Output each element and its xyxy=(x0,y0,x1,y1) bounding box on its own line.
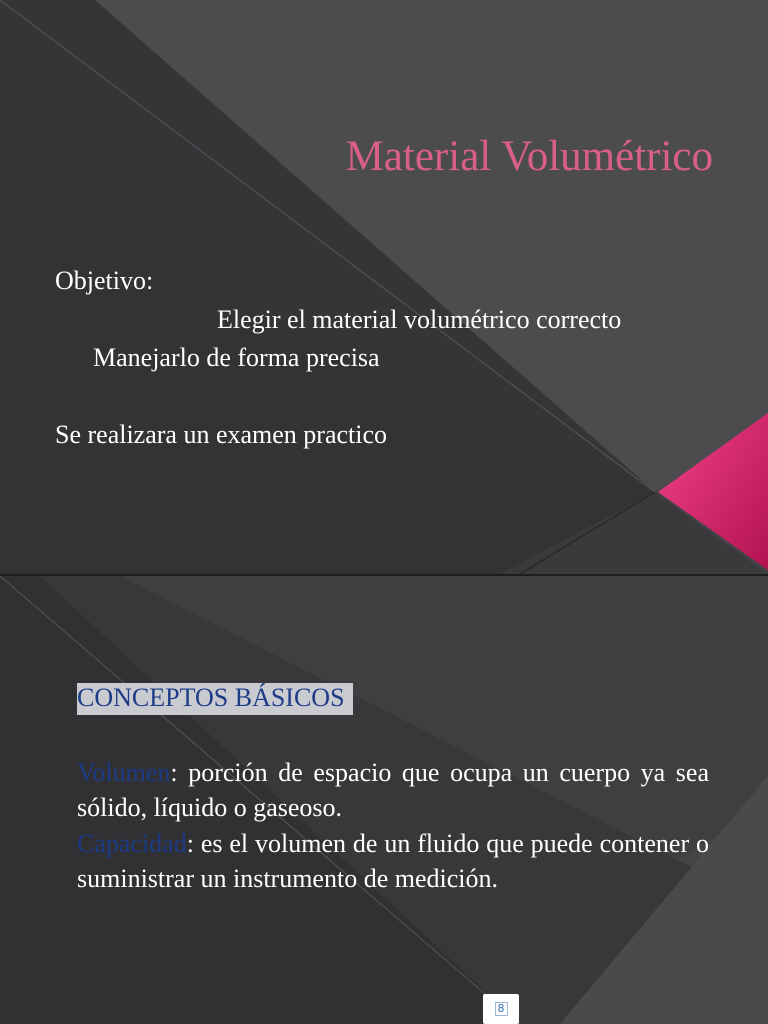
objective-line: Manejarlo de forma precisa xyxy=(93,343,380,372)
objective-line: Elegir el material volumétrico correcto xyxy=(217,305,622,334)
definition-volumen xyxy=(77,755,709,825)
section-heading: CONCEPTOS BÁSICOS xyxy=(77,683,353,715)
definition-text: : es el volumen de un fluido que puede contener o suministrar un instrumento de medición. xyxy=(77,829,709,893)
objective-label: Objetivo: xyxy=(55,266,154,295)
definition-text: : porción de espacio que ocupa un cuerpo ya sea sólido, líquido o gaseoso. xyxy=(77,758,709,822)
definition-term: Capacidad xyxy=(77,829,187,858)
slide-title: Material Volumétrico xyxy=(345,133,713,180)
exam-note: Se realizara un examen practico xyxy=(55,420,388,449)
definition-term: Volumen xyxy=(77,758,171,787)
definition-capacidad xyxy=(77,826,709,896)
page-number-icon: 8 xyxy=(495,1002,508,1016)
page-number-button[interactable] xyxy=(483,994,519,1024)
